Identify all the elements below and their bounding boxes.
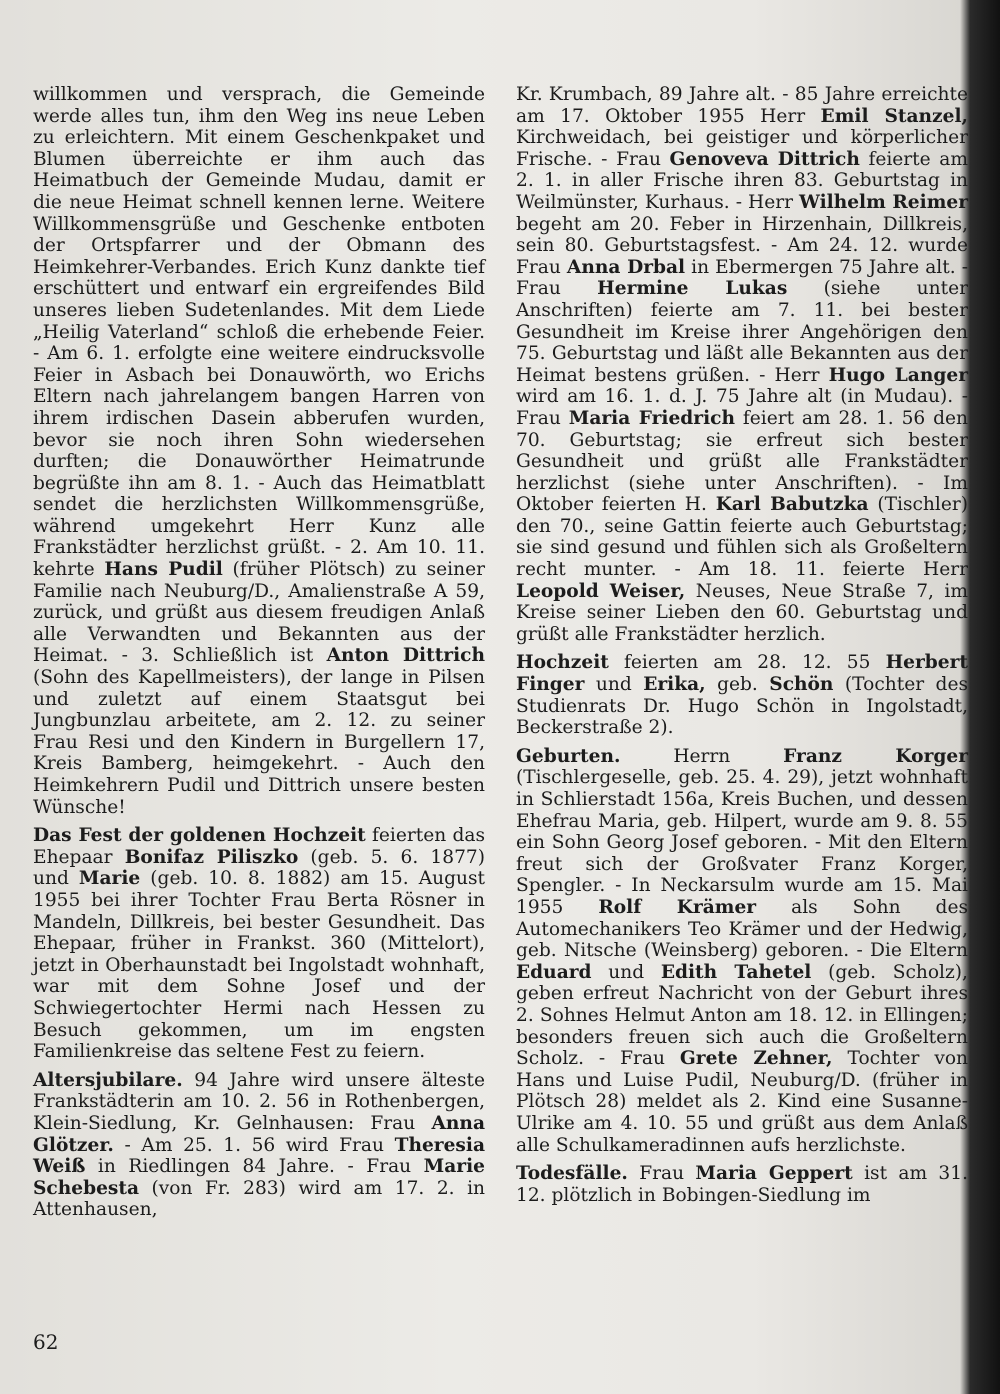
bold-name-text: Leopold Weiser,: [516, 580, 686, 602]
bold-name-text: Todesfälle.: [516, 1163, 628, 1185]
body-text: (von Fr. 283) wird am 17. 2. in Attenhausen,: [33, 1177, 485, 1221]
body-text: in Ebermergen 75 Jahre alt. - Frau: [516, 256, 968, 300]
bold-name-text: Herbert Finger: [516, 652, 968, 696]
left-column-paragraph: [33, 84, 485, 818]
body-text: Kirchweidach, bei geistiger und körperlicher Frische. - Frau: [516, 127, 968, 170]
bold-name-text: Eduard: [516, 961, 592, 983]
bold-name-text: Franz Korger: [783, 745, 968, 767]
body-text: begeht am 20. Feber in Hirzenhain, Dillkreis, sein 80. Geburtstagsfest. - Am 24. 12. wurde Frau: [516, 213, 968, 278]
body-text: (Tischlergeselle, geb. 25. 4. 29), jetzt wohnhaft in Schlierstadt 156a, Kreis Buchen, und dessen Ehefrau Maria, geb. Hilpert, wurde am 9. 8. 55 ein Sohn Georg Josef geboren. - Mit den Eltern freut sich der Großvater Franz Korger, Spengler. - In Neckarsulm wurde am 15. Mai 1955: [516, 767, 968, 918]
right-column-paragraph: [516, 746, 968, 1156]
bold-name-text: Karl Babutzka: [715, 494, 869, 516]
bold-name-text: Anna Glötzer.: [33, 1112, 485, 1156]
left-column-paragraph: [33, 825, 485, 1063]
body-text: (Tischler) den 70., seine Gattin feierte auch Geburtstag; sie sind gesund und fühlen sich als Großeltern recht munter. - Am 18. 11. feierte Herr: [516, 494, 968, 581]
bold-name-text: Rolf Krämer: [598, 896, 757, 918]
body-text: feiert am 28. 1. 56 den 70. Geburtstag; sie erfreut sich bester Gesundheit und grüßt alle Frankstädter herzlichst (siehe unter Anschriften). - Im Oktober feierten H.: [516, 407, 969, 516]
body-text: und: [591, 961, 661, 983]
right-column-paragraph: [516, 1163, 968, 1206]
body-text: wird am 16. 1. d. J. 75 Jahre alt (in Mudau). - Frau: [516, 386, 968, 429]
body-text: als Sohn des Automechanikers Teo Krämer und der Hedwig, geb. Nitsche (Weinsberg) geboren. - Die Eltern: [516, 896, 968, 962]
bold-name-text: Maria Geppert: [695, 1163, 853, 1185]
bold-name-text: Emil Stanzel,: [820, 105, 968, 127]
bold-name-text: Marie: [78, 868, 141, 890]
bold-name-text: Anton Dittrich: [326, 645, 485, 667]
body-text: und: [584, 674, 644, 696]
bold-name-text: Hugo Langer: [828, 364, 969, 386]
body-text: (früher Plötsch) zu seiner Familie nach Neuburg/D., Amalienstraße A 59, zurück, und grüßt aus diesem freudigen Anlaß alle Verwandten und Bekannten aus der Heimat. - 3. Schließlich ist: [33, 559, 485, 667]
bold-name-text: Wilhelm Reimer: [799, 191, 969, 213]
right-column-paragraph: [516, 84, 968, 645]
left-column: [33, 84, 485, 1228]
body-text: (Sohn des Kapellmeisters), der lange in Pilsen und zuletzt auf einem Staatsgut bei Jungbunzlau arbeitete, am 2. 12. zu seiner Frau Resi und den Kindern in Burgellern 17, Kreis Bamberg, heimgekehrt. - Auch den Heimkehrern Pudil und Dittrich unsere besten Wünsche!: [33, 667, 485, 818]
body-text: (geb. 5. 6. 1877) und: [33, 846, 486, 890]
body-text: Herrn: [620, 745, 784, 767]
body-text: 94 Jahre wird unsere älteste Frankstädterin am 10. 2. 56 in Rothenbergen, Klein-Siedlung, Kr. Gelnhausen: Frau: [33, 1069, 485, 1134]
body-text: Kr. Krumbach, 89 Jahre alt. - 85 Jahre erreichte am 17. Oktober 1955 Herr: [516, 84, 968, 127]
body-text: in Riedlingen 84 Jahre. - Frau: [85, 1156, 424, 1178]
body-text: - Am 25. 1. 56 wird Frau: [113, 1134, 395, 1156]
body-text: (Tochter des Studienrats Dr. Hugo Schön in Ingolstadt, Beckerstraße 2).: [516, 674, 968, 739]
bold-name-text: Hochzeit: [516, 652, 609, 674]
body-text: feierten das Ehepaar: [33, 825, 486, 868]
right-column-paragraph: [516, 652, 968, 738]
body-text: geb.: [705, 674, 770, 696]
left-column-paragraph: [33, 1070, 485, 1221]
page-number: 62: [33, 1330, 59, 1354]
bold-name-text: Erika,: [643, 674, 706, 696]
bold-name-text: Hans Pudil: [104, 559, 223, 581]
bold-name-text: Genoveva Dittrich: [669, 148, 860, 170]
bold-name-text: Marie Schebesta: [33, 1156, 485, 1199]
bold-name-text: Geburten.: [516, 745, 621, 767]
body-text: (siehe unter Anschriften) feierte am 7. 11. bei bester Gesundheit im Kreise ihrer Angehörigen den 75. Geburtstag und läßt alle Bekannten aus der Heimat bestens grüßen. - Herr: [516, 278, 968, 386]
bold-name-text: Schön: [769, 674, 834, 696]
body-text: (geb. Scholz), geben erfreut Nachricht von der Geburt ihres 2. Sohnes Helmut Anton am 18. 12. in Ellingen; besonders freuen sich auch die Großeltern Scholz. - Frau: [516, 961, 968, 1070]
bold-name-text: Edith Tahetel: [660, 961, 812, 983]
body-text: ist am 31. 12. plötzlich in Bobingen-Siedlung im: [516, 1163, 969, 1206]
bold-name-text: Maria Friedrich: [568, 407, 735, 429]
bold-name-text: Bonifaz Piliszko: [124, 846, 299, 868]
bold-name-text: Grete Zehner,: [679, 1048, 833, 1070]
body-text: Frau: [627, 1163, 696, 1185]
right-column: [516, 84, 968, 1213]
body-text: feierten am 28. 12. 55: [608, 652, 886, 674]
body-text: (geb. 10. 8. 1882) am 15. August 1955 bei ihrer Tochter Frau Berta Rösner in Mandeln, Dillkreis, bei bester Gesundheit. Das Ehepaar, früher in Frankst. 360 (Mittelort), jetzt in Oberhaunstadt bei Ingolstadt wohnhaft, war mit dem Sohne Josef und der Schwiegertochter Hermi nach Hessen zu Besuch gekommen, um im engsten Familienkreise das seltene Fest zu feiern.: [33, 868, 486, 1063]
bold-name-text: Anna Drbal: [566, 256, 686, 278]
body-text: feierte am 2. 1. in aller Frische ihren 83. Geburtstag in Weilmünster, Kurhaus. - Herr: [516, 148, 968, 213]
body-text: Neuses, Neue Straße 7, im Kreise seiner Lieben den 60. Geburtstag und grüßt alle Frankstädter herzlich.: [516, 580, 968, 645]
bold-name-text: Altersjubilare.: [33, 1069, 183, 1091]
body-text: Tochter von Hans und Luise Pudil, Neuburg/D. (früher in Plötsch 28) meldet als 2. Kind eine Susanne-Ulrike am 4. 10. 55 und grüßt aus dem Anlaß alle Schulkameradinnen aufs herzlichste.: [516, 1048, 968, 1156]
bold-name-text: Das Fest der goldenen Hochzeit: [33, 825, 366, 847]
body-text: willkommen und versprach, die Gemeinde werde alles tun, ihm den Weg ins neue Leben zu erleichtern. Mit einem Geschenkpaket und Blumen überreichte er ihm auch das Heimatbuch der Gemeinde Mudau, damit er die neue Heimat schnell kennen lerne. Weitere Willkommensgrüße und Geschenke entboten der Ortspfarrer und der Obmann des Heimkehrer-Verbandes. Erich Kunz dankte tief erschüttert und entwarf ein ergreifendes Bild unseres lieben Sudetenlandes. Mit dem Liede „Heilig Vaterland“ schloß die erhebende Feier. - Am 6. 1. erfolgte eine weitere eindrucksvolle Feier in Asbach bei Donauwörth, wo Erichs Eltern nach jahrelangem bangen Harren von ihrem irdischen Dasein abberufen wurden, bevor sie noch ihren Sohn wiedersehen durften; die Donauwörther Heimatrunde begrüßte ihn am 8. 1. - Auch das Heimatblatt sendet die herzlichsten Willkommensgrüße, während umgekehrt Herr Kunz alle Frankstädter herzlichst grüßt. - 2. Am 10. 11. kehrte: [33, 84, 485, 581]
bold-name-text: Theresia Weiß: [33, 1134, 485, 1178]
bold-name-text: Hermine Lukas: [597, 278, 788, 300]
